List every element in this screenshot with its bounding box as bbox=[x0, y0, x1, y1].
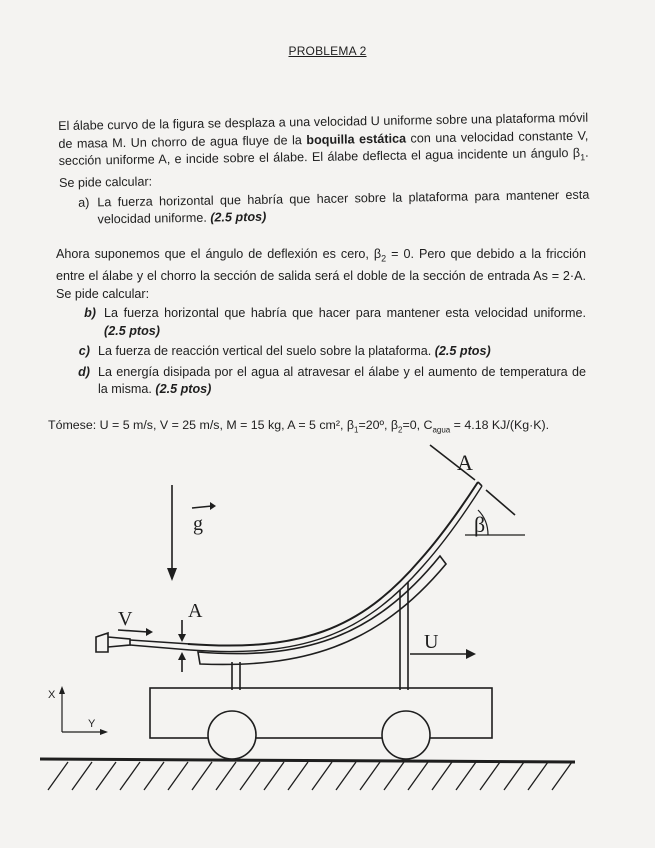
v-arrowhead bbox=[146, 628, 153, 636]
given-values bbox=[48, 418, 608, 434]
a-arrowhead-down bbox=[178, 634, 186, 642]
given-sub: 1 bbox=[354, 425, 359, 435]
intro-paragraph bbox=[58, 110, 589, 193]
g-vector-bar bbox=[192, 506, 212, 508]
exit-a-line-2 bbox=[486, 490, 515, 515]
ground-line bbox=[40, 759, 575, 762]
given-text: Tómese: U = 5 m/s, V = 25 m/s, M = 15 kg, A = 5 cm², β bbox=[48, 418, 354, 432]
vane-tip bbox=[478, 482, 482, 486]
given-text: = 4.18 KJ/(Kg·K). bbox=[450, 418, 550, 432]
jet-top bbox=[130, 640, 190, 644]
question-points: (2.5 ptos) bbox=[434, 344, 491, 359]
wheel-left bbox=[208, 711, 256, 759]
label-a-jet: A bbox=[188, 600, 203, 622]
part-two-sub: 2 bbox=[381, 253, 387, 264]
label-y: Y bbox=[88, 718, 96, 730]
part-two bbox=[56, 246, 586, 402]
g-vector-head bbox=[210, 502, 216, 510]
wheel-right bbox=[382, 711, 430, 759]
given-text: =0, C bbox=[402, 418, 433, 432]
question-label: a) bbox=[78, 195, 90, 210]
y-axis-head bbox=[100, 729, 108, 735]
question-text bbox=[104, 305, 586, 340]
question-b bbox=[66, 305, 586, 340]
part-two-paragraph bbox=[56, 246, 586, 303]
nozzle bbox=[96, 633, 130, 652]
question-text bbox=[98, 364, 586, 399]
question-body: La fuerza de reacción vertical del suelo sobre la plataforma. bbox=[98, 344, 435, 359]
intro-bold: boquilla estática bbox=[306, 131, 407, 147]
v-arrow bbox=[118, 630, 148, 632]
problem-statement bbox=[58, 110, 590, 233]
vane-cart-diagram bbox=[0, 440, 655, 840]
part-two-text-2: = 0. Pero que debido a la fricción entre el álabe y el chorro la sección de salida será el doble de la sección de entrada As = 2·A. Se pide calcular: bbox=[56, 247, 586, 301]
label-u: U bbox=[424, 631, 439, 653]
x-axis-head bbox=[59, 686, 65, 694]
question-text bbox=[97, 186, 589, 229]
label-g: g bbox=[193, 513, 203, 535]
question-body: La energía disipada por el agua al atravesar el álabe y el aumento de temperatura de la misma. bbox=[98, 364, 586, 397]
intro-sub: 1 bbox=[580, 152, 586, 163]
question-label: d) bbox=[78, 364, 90, 379]
problem-title: PROBLEMA 2 bbox=[288, 44, 367, 58]
intro-text-2: con una velocidad constante V, sección uniforme A, e incide sobre el álabe. El álabe deflecta el agua incidente un ángulo β bbox=[58, 128, 589, 168]
question-c bbox=[60, 343, 586, 361]
a-arrowhead-up bbox=[178, 652, 186, 660]
u-arrowhead bbox=[466, 649, 476, 659]
question-points: (2.5 ptos) bbox=[210, 209, 267, 225]
question-text bbox=[98, 343, 586, 361]
question-body: La fuerza horizontal que habría que hacer para mantener esta velocidad uniforme. bbox=[104, 306, 586, 321]
part-two-text: Ahora suponemos que el ángulo de deflexión es cero, β bbox=[56, 247, 382, 261]
question-points: (2.5 ptos) bbox=[155, 382, 212, 397]
label-v: V bbox=[118, 608, 133, 630]
question-a bbox=[59, 186, 589, 229]
gravity-arrowhead bbox=[167, 568, 177, 581]
ground-hatching bbox=[48, 762, 572, 790]
cart-platform bbox=[150, 688, 492, 738]
given-sub: 2 bbox=[398, 425, 403, 435]
question-body: La fuerza horizontal que habría que hacer sobre la plataforma para mantener esta velocidad uniforme. bbox=[97, 187, 590, 227]
intro-text-3: . Se pide calcular: bbox=[58, 145, 589, 191]
intro-text: El álabe curvo de la figura se desplaza a una velocidad U uniforme sobre una plataforma móvil de masa M. Un chorro de agua fluye de la bbox=[58, 110, 589, 151]
given-sub: agua bbox=[432, 425, 451, 435]
label-a-exit: A bbox=[457, 450, 473, 475]
given-text: =20º, β bbox=[358, 418, 399, 432]
jet-bottom bbox=[130, 645, 190, 650]
question-points: (2.5 ptos) bbox=[104, 323, 160, 338]
question-d bbox=[60, 364, 586, 399]
label-x: X bbox=[48, 689, 56, 701]
label-beta: β bbox=[474, 512, 486, 537]
question-label: b) bbox=[84, 306, 96, 321]
question-label: c) bbox=[78, 344, 90, 359]
